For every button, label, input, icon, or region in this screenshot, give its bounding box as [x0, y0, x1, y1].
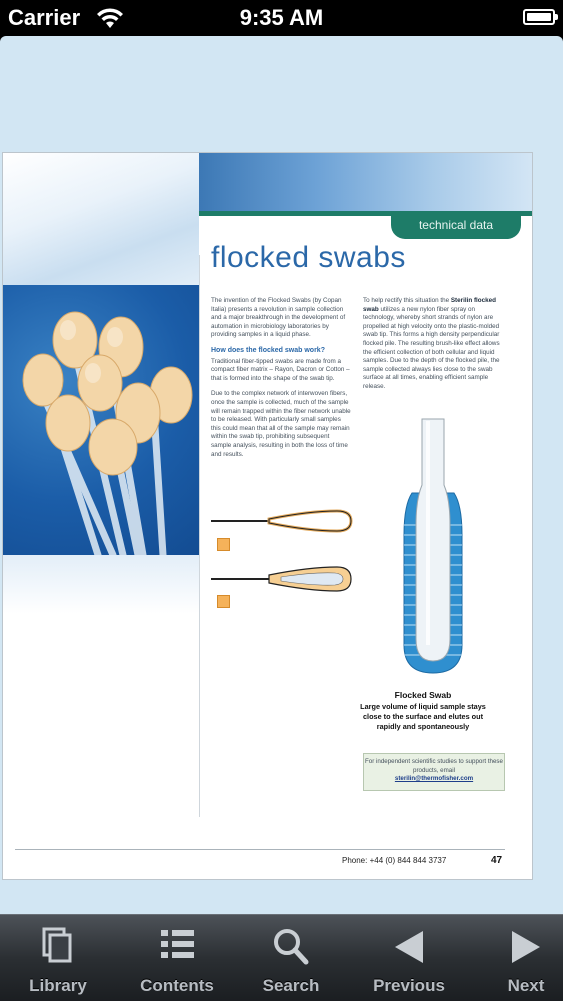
contents-label: Contents	[140, 976, 214, 995]
library-label: Library	[29, 976, 87, 995]
bottom-toolbar	[0, 914, 563, 1001]
page-title: flocked swabs	[211, 241, 406, 274]
carrier-label: Carrier	[8, 5, 81, 30]
phone-number: Phone: +44 (0) 844 844 3737	[342, 856, 447, 865]
legend-marker	[217, 538, 230, 551]
section-tab: technical data	[391, 211, 521, 239]
traditional-swab-diagram	[209, 505, 354, 541]
swab-photo	[3, 285, 199, 555]
next-label: Next	[507, 976, 545, 995]
flocked-swab-illustration	[398, 415, 468, 683]
next-icon	[470, 927, 563, 967]
right-text-column	[363, 297, 505, 399]
clock: 9:35 AM	[239, 5, 324, 30]
paragraph: To help rectify this situation the	[363, 297, 451, 304]
previous-label: Previous	[373, 976, 445, 995]
previous-button[interactable]	[353, 915, 465, 1001]
previous-icon	[353, 927, 465, 967]
email-link[interactable]: sterilin@thermofisher.com	[394, 775, 474, 782]
library-icon	[2, 927, 114, 967]
paragraph: Traditional fiber-tipped swabs are made from a compact fiber matrix – Rayon, Dacron or Cotton – that is formed into the shape of the swab tip.	[211, 357, 350, 382]
caption-text: Large volume of liquid sample stays close to the surface and elutes out rapidly and spontaneously	[360, 702, 486, 731]
contact-note	[363, 753, 505, 791]
decorative-gradient-bottom	[3, 555, 199, 880]
decorative-gradient	[3, 153, 199, 285]
header-banner	[199, 153, 533, 213]
left-text-column	[211, 297, 351, 466]
note-text: For independent scientific studies to support these products, email	[365, 758, 503, 774]
search-label: Search	[262, 976, 320, 995]
next-button[interactable]	[470, 915, 563, 1001]
search-button[interactable]	[235, 915, 347, 1001]
page-number: 47	[491, 855, 503, 866]
paragraph: utilizes a new nylon fiber spray on technology, whereby short strands of nylon are propelled at high velocity onto the plastic-molded swab tip. This forms a high density perpendicular flocked pile. The resulting brush-like effect allows the efficient collection of both cellular and liquid samples. Due to the depth of the flocked pile, the sample collected always lies close to the swab surface at all times, enabling efficient sample release.	[363, 305, 500, 390]
intro-paragraph: The invention of the Flocked Swabs (by Copan Italia) presents a revolution in sample collection and a major breakthrough in the development of automation in microbiology laboratories by providing samples in a liquid phase.	[211, 297, 346, 339]
page-viewer[interactable]	[0, 36, 563, 914]
subheading: How does the flocked swab work?	[211, 346, 325, 354]
library-button[interactable]	[2, 915, 114, 1001]
column-divider	[199, 255, 200, 817]
caption-title: Flocked Swab	[394, 690, 452, 700]
magazine-page[interactable]	[2, 152, 533, 880]
sample-swab-diagram	[209, 563, 354, 599]
legend-marker	[217, 595, 230, 608]
footer-rule	[15, 849, 505, 850]
search-icon	[235, 927, 347, 967]
contents-button[interactable]	[121, 915, 233, 1001]
contents-icon	[121, 927, 233, 967]
paragraph: Due to the complex network of interwoven fibers, once the sample is collected, much of the sample will remain trapped within the fiber network unable to be released. With particularly small samples this could mean that all of the sample may remain within the swab tip, prohibiting subsequent sample analysis, resulting in both the loss of time and results.	[211, 390, 351, 458]
status-bar	[0, 0, 563, 36]
illustration-caption	[353, 690, 493, 732]
brand-name: Sterilin flocked swab	[363, 297, 496, 313]
battery-icon	[523, 9, 555, 25]
